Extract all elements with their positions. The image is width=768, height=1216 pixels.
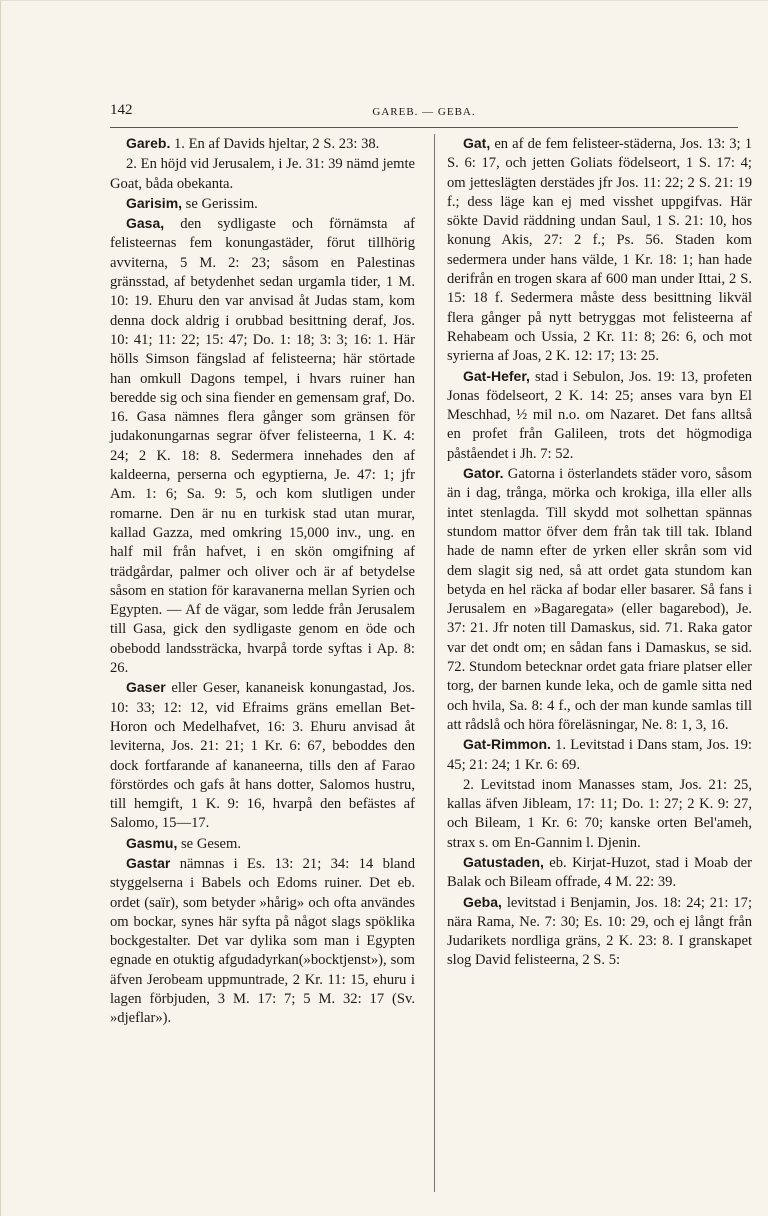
entry-text: Gatorna i österlandets städer voro, såsom än i dag, trånga, mörka och krokiga, illa eller alls intet stenlagda. Till skydd mot solhettan spännas stundom mattor öfver dem från tak till tak. Ibland hade de namn efter de yrken eller skrån som vid dem slagit sig ned, så att ordet gata stundom kan betyda en hel räcka af bodar eller basarer. Så fans i Jerusalem en »Bagaregata» (eller bagarebod), Je. 37: 21. Jfr noten till Damaskus, sid. 71. Raka gator var det ondt om; en sådan fans i Damaskus, se sid. 72. Stundom betecknar ordet gata friare platser eller torg, der barnen kunde leka, och de gamle sitta ned och hvila, Sa. 8: 4 f., och der man kunde samlas till att rådslå och höra föreläsningar, Ne. 8: 1, 3, 16. bbox=[447, 466, 752, 733]
entry-gareb bbox=[110, 134, 415, 154]
headword: Gastar bbox=[126, 854, 171, 871]
entry-gastar bbox=[110, 854, 415, 1029]
page-number: 142 bbox=[110, 102, 133, 118]
entry-text: levitstad i Benjamin, Jos. 18: 24; 21: 17; nära Rama, Ne. 7: 30; Es. 10: 29, och ej långt från Judarikets nordliga gräns, 2 K. 23: 8. I granskapet slog David felisteerna, 2 S. 5: bbox=[447, 894, 752, 969]
entry-text: den sydligaste och förnämsta af felisteernas fem konungastäder, förut tillhörig avviterna, 5 M. 2: 23; såsom en Palestinas gränsstad, af betydenhet sedan urgamla tider, 1 M. 10: 19. Ehuru den var anvisad åt Judas stam, kom denna dock aldrig i orubbad besittning deraf, Jos. 10: 41; 11: 22; 15: 47; Do. 1: 18; 3: 3; 16: 1. Här hölls Simson fängslad af felisteerna; här störtade han omkull Dagons tempel, i hvars ruiner han beredde sig och sina fiender en gemensam graf, Do. 16. Gasa nämnes flera gånger som gränsen för judakonungarnas segrar öfver felisteerna, 1 K. 4: 24; 2 K. 18: 8. Sedermera innehades den af kaldeerna, perserna och egyptierna, Je. 47: 1; jfr Am. 1: 6; Sa. 9: 5, och kom slutligen under romarne. Den är nu en turkisk stad utan murar, kallad Gazza, med omkring 15,000 inv., ung. en half mil från hafvet, i en skön omgifning af trädgårdar, palmer och oliver och är af betydelse såsom en station för karavanerna mellan Syrien och Egypten. — Af de vägar, som ledde från Jerusalem till Gasa, gick den sydligaste genom en öde och obebodd landssträcka, hvarpå torde syftas i Ap. 8: 26. bbox=[110, 216, 415, 677]
entry-text: 1. En af Davids hjeltar, 2 S. 23: 38. bbox=[170, 136, 380, 152]
entry-gasmu bbox=[110, 834, 415, 854]
headword: Gat-Rimmon. bbox=[463, 736, 551, 753]
headword: Gasa, bbox=[126, 215, 165, 232]
entry-text: eb. Kirjat-Huzot, stad i Moab der Balak och Bileam offrade, 4 M. 22: 39. bbox=[447, 854, 752, 891]
page-header bbox=[110, 102, 738, 124]
entry-gasa bbox=[110, 214, 415, 678]
entry-text: 2. En höjd vid Jerusalem, i Je. 31: 39 nämd jemte Goat, båda obekanta. bbox=[110, 156, 415, 192]
entry-gareb-2 bbox=[110, 154, 415, 194]
entry-text: 2. Levitstad inom Manasses stam, Jos. 21: 25, kallas äfven Jibleam, 17: 11; Do. 1: 27; 2 K. 9: 27, och Bileam, 1 Kr. 6: 70; kanske orten Bel'ameh, strax s. om En-Gannim l. Djenin. bbox=[447, 776, 752, 851]
left-column bbox=[110, 134, 415, 1029]
headword: Geba, bbox=[463, 893, 502, 910]
entry-text: se Gesem. bbox=[177, 835, 241, 852]
entry-text: eller Geser, kananeisk konungastad, Jos. 10: 33; 12: 12, vid Efraims gräns emellan Bet-Horon och Medelhafvet, 16: 3. Ehuru anvisad åt leviterna, Jos. 21: 21; 1 Kr. 6: 67, beboddes den dock fortfarande af kananeerna, tills den af Farao förstördes och gafs åt hans dotter, Salomos hustru, till hemgift, 1 K. 9: 16, hvarpå den befästes af Salomo, 15—17. bbox=[110, 680, 415, 832]
entry-gator bbox=[447, 464, 752, 735]
entry-text: nämnas i Es. 13: 21; 34: 14 bland styggelserna i Babels och Edoms ruiner. Det eb. ordet (saïr), som betyder »hårig» och ofta användes om bockar, synes här syfta på något slags spöklika bockgestalter. Det var dylika som man i Egypten egnade en otuktig afgudadyrkan(»bocktjenst»), som äfven Jerobeam uppmuntrade, 2 Kr. 11: 15, ehuru i lagen förbjuden, 3 M. 17: 7; 5 M. 32: 17 (Sv. »djeflar»). bbox=[110, 855, 415, 1027]
entry-gat-rimmon-2 bbox=[447, 775, 752, 853]
entry-text: en af de fem felisteer-städerna, Jos. 13: 3; 1 S. 6: 17, och jetten Goliats födelseort, 1 S. 17: 4; om jetteslägten derstädes jfr Jos. 11: 22; 2 S. 21: 19 f.; dess läge kan ej med visshet uppgifvas. Här sökte David räddning undan Saul, 1 S. 21: 10, hos konung Akis, 27: 2 f.; Ps. 56. Staden kom sedermera under hans välde, 1 Kr. 18: 1; han hade derifrån en trogen skara af 600 man under Ittai, 2 S. 15: 18 f. Sedermera måste dess besittning likväl flera gånger på nytt betryggas mot felisteerna af Rehabeam och Ussia, 2 Kr. 11: 8; 26: 6, och mot syrierna af Joas, 2 K. 12: 17; 13: 25. bbox=[447, 136, 752, 365]
entry-text: se Gerissim. bbox=[182, 195, 258, 212]
headword: Gator. bbox=[463, 465, 504, 482]
entry-text: stad i Sebulon, Jos. 19: 13, profeten Jonas födelseort, 2 K. 14: 25; anses vara byn El Meschhad, ½ mil n.o. om Nazaret. Det fans alltså en profet från Galileen, trots det högmodiga påståendet i Jh. 7: 52. bbox=[447, 368, 752, 462]
column-divider bbox=[434, 134, 435, 1192]
header-rule bbox=[110, 127, 738, 128]
running-head: GAREB. — GEBA. bbox=[372, 106, 476, 118]
right-column bbox=[447, 134, 752, 971]
entry-geba bbox=[447, 893, 752, 971]
entry-gatustaden bbox=[447, 853, 752, 893]
headword: Garisim, bbox=[126, 194, 183, 211]
entry-garisim bbox=[110, 194, 415, 214]
headword: Gaser bbox=[126, 679, 166, 696]
headword: Gasmu, bbox=[126, 834, 178, 851]
headword: Gat, bbox=[463, 135, 491, 151]
entry-gaser bbox=[110, 678, 415, 833]
entry-gat bbox=[447, 134, 752, 367]
entry-gat-hefer bbox=[447, 367, 752, 464]
entry-gat-rimmon bbox=[447, 735, 752, 775]
headword: Gat-Hefer, bbox=[463, 367, 530, 384]
headword: Gareb. bbox=[126, 135, 171, 151]
headword: Gatustaden, bbox=[463, 853, 544, 870]
entry-text: 1. Levitstad i Dans stam, Jos. 19: 45; 21: 24; 1 Kr. 6: 69. bbox=[447, 737, 752, 773]
